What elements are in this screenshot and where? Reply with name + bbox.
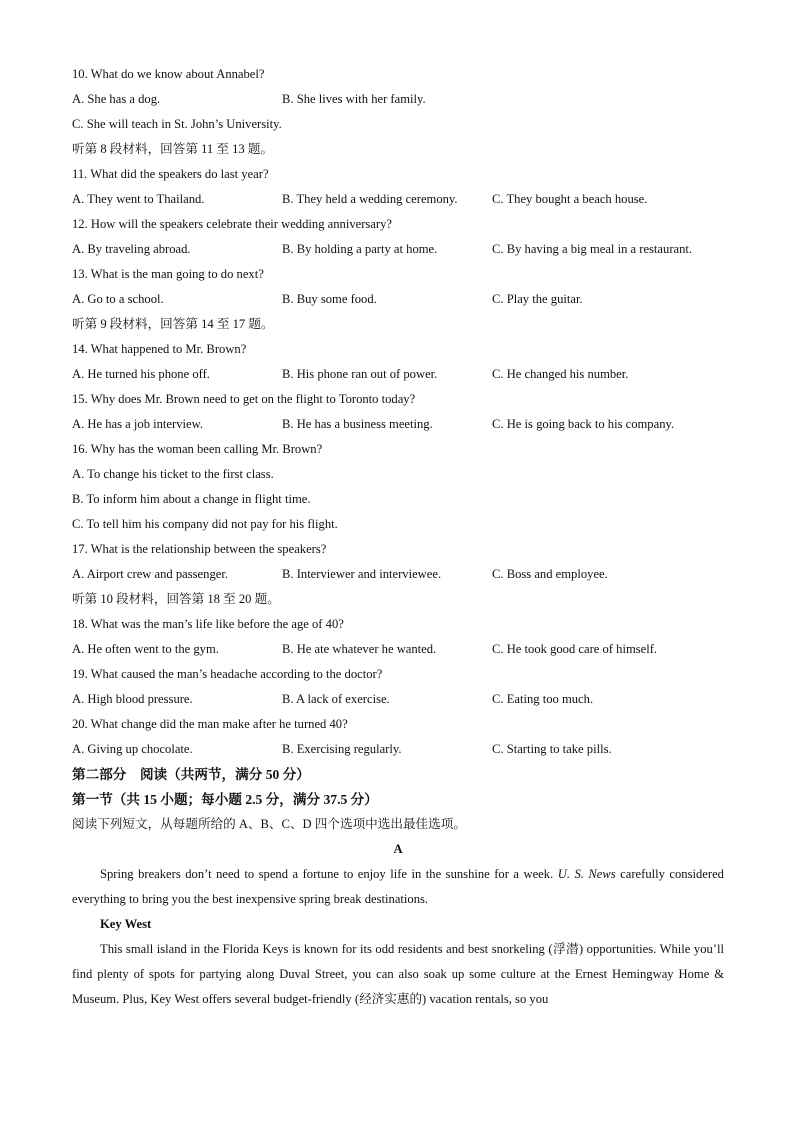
paragraph-1-text-start: Spring breakers don’t need to spend a fortune to enjoy life in the sunshine for a week. — [100, 867, 558, 881]
subheading-key-west: Key West — [100, 917, 152, 931]
option-a: A. He has a job interview. — [72, 417, 204, 431]
listening-instruction-10: 听第 10 段材料，回答第 18 至 20 题。 — [72, 592, 280, 606]
option-a: A. Giving up chocolate. — [72, 742, 193, 756]
option-b: B. A lack of exercise. — [282, 692, 390, 706]
option-a: A. By traveling abroad. — [72, 242, 191, 256]
question-13-options — [72, 287, 724, 312]
question-17-stem: 17. What is the relationship between the speakers? — [72, 542, 327, 556]
question-13-stem: 13. What is the man going to do next? — [72, 267, 264, 281]
option-c: C. Boss and employee. — [492, 567, 608, 581]
reading-instruction: 阅读下列短文，从每题所给的 A、B、C、D 四个选项中选出最佳选项。 — [72, 817, 466, 831]
question-20-stem: 20. What change did the man make after he turned 40? — [72, 717, 348, 731]
exam-page — [72, 62, 724, 1012]
question-11-options — [72, 187, 724, 212]
question-12-stem: 12. How will the speakers celebrate their wedding anniversary? — [72, 217, 392, 231]
option-c: C. He took good care of himself. — [492, 642, 658, 656]
option-b: B. He has a business meeting. — [282, 417, 433, 431]
publication-name: U. S. News — [557, 867, 616, 881]
option-a: A. High blood pressure. — [72, 692, 193, 706]
option-b: B. Interviewer and interviewee. — [282, 567, 442, 581]
option-c: C. To tell him his company did not pay for his flight. — [72, 517, 338, 531]
question-17-options — [72, 562, 724, 587]
option-c: C. Starting to take pills. — [492, 742, 612, 756]
passage-paragraph-1 — [72, 862, 724, 912]
passage-label: A — [393, 842, 403, 856]
option-c: C. By having a big meal in a restaurant. — [492, 242, 693, 256]
option-a: A. They went to Thailand. — [72, 192, 205, 206]
question-15-stem: 15. Why does Mr. Brown need to get on the flight to Toronto today? — [72, 392, 416, 406]
question-16-stem: 16. Why has the woman been calling Mr. Brown? — [72, 442, 323, 456]
question-19-options — [72, 687, 724, 712]
option-a: A. She has a dog. — [72, 92, 161, 106]
listening-instruction-8: 听第 8 段材料，回答第 11 至 13 题。 — [72, 142, 274, 156]
passage-paragraph-2: This small island in the Florida Keys is known for its odd residents and best snorkeling (浮潜) opportunities. While you’ll find plenty of spots for partying along Duval Street, you can also soak up some culture at the Ernest Hemingway Home & Museum. Plus, Key West offers several budget-friendly (经济实惠的) vacation rentals, so you — [72, 942, 724, 1006]
question-11-stem: 11. What did the speakers do last year? — [72, 167, 269, 181]
option-c: C. He is going back to his company. — [492, 417, 675, 431]
question-20-options — [72, 737, 724, 762]
option-c: C. They bought a beach house. — [492, 192, 648, 206]
option-b: B. His phone ran out of power. — [282, 367, 438, 381]
option-a: A. He turned his phone off. — [72, 367, 210, 381]
option-b: B. They held a wedding ceremony. — [282, 192, 458, 206]
part-2-heading: 第二部分 阅读（共两节，满分 50 分） — [72, 767, 310, 782]
paragraph-1-text-end: carefully considered everything to bring you the best inexpensive spring break destinations. — [72, 867, 724, 906]
question-18-options — [72, 637, 724, 662]
option-b: B. To inform him about a change in flight time. — [72, 492, 311, 506]
option-c: C. Eating too much. — [492, 692, 594, 706]
question-10-stem: 10. What do we know about Annabel? — [72, 67, 265, 81]
question-10-options — [72, 87, 724, 112]
question-15-options — [72, 412, 724, 437]
section-1-heading: 第一节（共 15 小题；每小题 2.5 分，满分 37.5 分） — [72, 792, 378, 807]
option-a: A. Airport crew and passenger. — [72, 567, 228, 581]
option-c: C. She will teach in St. John’s University. — [72, 117, 282, 131]
option-b: B. Exercising regularly. — [282, 742, 402, 756]
question-18-stem: 18. What was the man’s life like before the age of 40? — [72, 617, 344, 631]
option-b: B. By holding a party at home. — [282, 242, 438, 256]
question-14-options — [72, 362, 724, 387]
listening-instruction-9: 听第 9 段材料，回答第 14 至 17 题。 — [72, 317, 274, 331]
question-19-stem: 19. What caused the man’s headache according to the doctor? — [72, 667, 383, 681]
option-b: B. She lives with her family. — [282, 92, 426, 106]
option-b: B. He ate whatever he wanted. — [282, 642, 437, 656]
question-12-options — [72, 237, 724, 262]
question-14-stem: 14. What happened to Mr. Brown? — [72, 342, 247, 356]
option-a: A. He often went to the gym. — [72, 642, 219, 656]
option-a: A. Go to a school. — [72, 292, 164, 306]
option-c: C. Play the guitar. — [492, 292, 583, 306]
option-c: C. He changed his number. — [492, 367, 629, 381]
option-b: B. Buy some food. — [282, 292, 377, 306]
option-a: A. To change his ticket to the first class. — [72, 467, 274, 481]
